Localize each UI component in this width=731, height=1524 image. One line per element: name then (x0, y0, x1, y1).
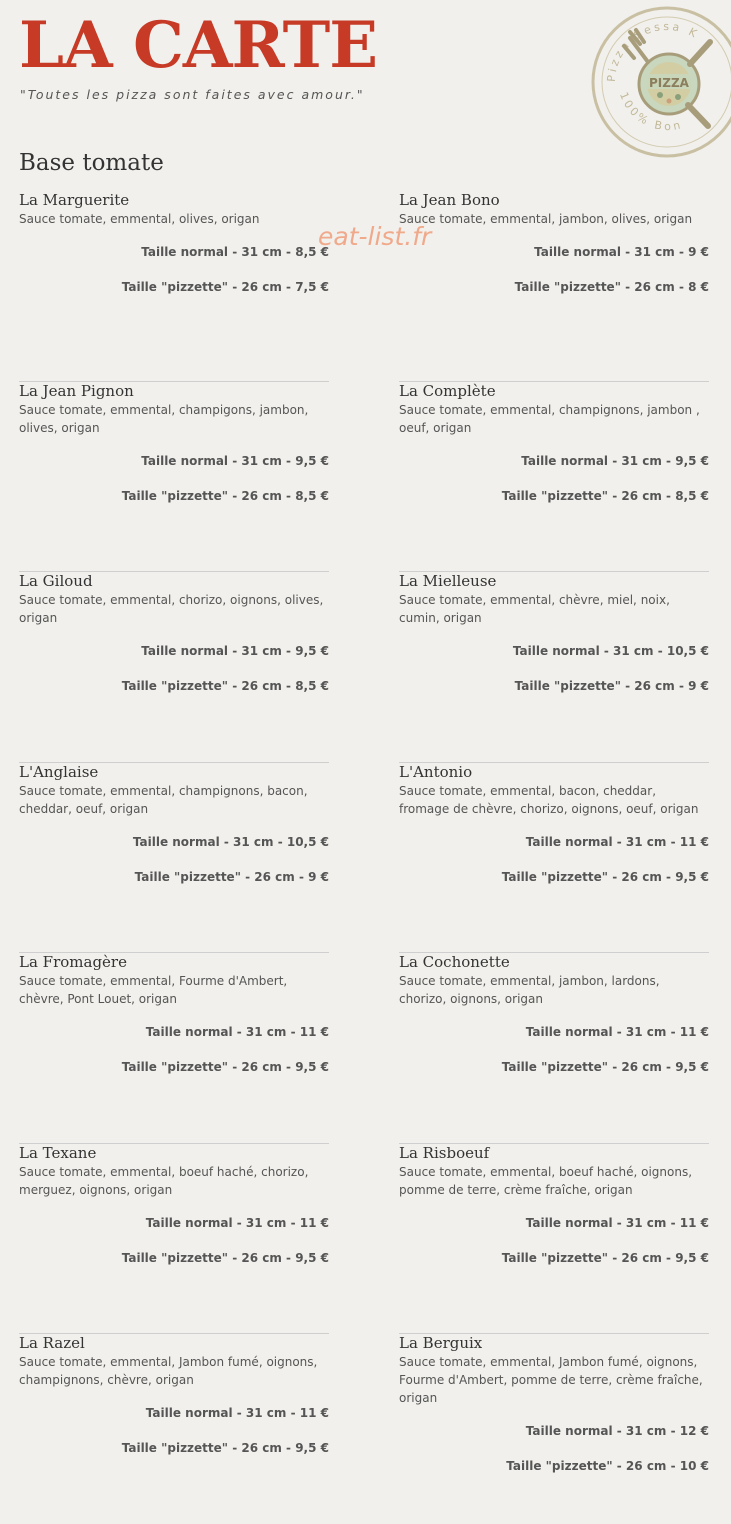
page-title: LA CARTE (19, 8, 377, 83)
price-normal: Taille normal - 31 cm - 11 € (145, 1215, 329, 1230)
menu-item (399, 190, 709, 382)
price-normal: Taille normal - 31 cm - 12 € (525, 1424, 709, 1438)
pizza-description: Sauce tomate, emmental, boeuf haché, oignons, pomme de terre, crème fraîche, origan (399, 1164, 693, 1197)
menu-item (399, 381, 709, 573)
price-pizzette: Taille "pizzette" - 26 cm - 9 € (134, 869, 329, 884)
pizza-name: La Fromagère (19, 953, 127, 971)
pizza-name: L'Antonio (399, 762, 473, 781)
price-normal: Taille normal - 31 cm - 11 € (145, 1406, 329, 1420)
menu-item (19, 1333, 329, 1524)
menu-item (399, 762, 709, 954)
pizza-description: Sauce tomate, emmental, Fourme d'Ambert, chèvre, Pont Louet, origan (19, 974, 288, 1006)
pizza-name: La Risboeuf (399, 1143, 490, 1162)
price-pizzette: Taille "pizzette" - 26 cm - 9,5 € (121, 1441, 329, 1455)
menu-item (19, 762, 329, 954)
price-normal: Taille normal - 31 cm - 11 € (525, 1025, 709, 1039)
pizza-name: La Berguix (399, 1334, 483, 1352)
menu-row (19, 762, 709, 953)
price-pizzette: Taille "pizzette" - 26 cm - 8,5 € (501, 488, 709, 503)
page-subtitle: "Toutes les pizza sont faites avec amour." (20, 87, 365, 102)
pizza-name: La Mielleuse (399, 572, 497, 590)
menu-row (19, 1333, 709, 1524)
pizza-description: Sauce tomate, emmental, champignons, bacon, cheddar, oeuf, origan (19, 783, 308, 816)
price-pizzette: Taille "pizzette" - 26 cm - 7,5 € (121, 280, 329, 294)
pizza-name: La Razel (19, 1334, 85, 1352)
price-pizzette: Taille "pizzette" - 26 cm - 8,5 € (121, 488, 329, 503)
pizza-description: Sauce tomate, emmental, Jambon fumé, oignons, Fourme d'Ambert, pomme de terre, crème fraîche, origan (399, 1355, 703, 1405)
price-pizzette: Taille "pizzette" - 26 cm - 9 € (514, 679, 709, 693)
price-pizzette: Taille "pizzette" - 26 cm - 9,5 € (501, 1060, 709, 1074)
pizza-description: Sauce tomate, emmental, bacon, cheddar, fromage de chèvre, chorizo, oignons, oeuf, origan (399, 783, 699, 816)
stamp-bottom-text: 100% Bon (616, 90, 685, 134)
price-pizzette: Taille "pizzette" - 26 cm - 9,5 € (501, 1250, 709, 1265)
price-normal: Taille normal - 31 cm - 9,5 € (141, 453, 329, 468)
pizza-name: La Jean Pignon (19, 381, 134, 400)
price-pizzette: Taille "pizzette" - 26 cm - 9,5 € (121, 1250, 329, 1265)
menu-item (399, 1333, 709, 1524)
pizza-name: La Jean Bono (399, 191, 500, 209)
pizza-description: Sauce tomate, emmental, chèvre, miel, noix, cumin, origan (399, 593, 670, 625)
pizza-description: Sauce tomate, emmental, jambon, olives, origan (399, 212, 693, 226)
menu-item (399, 1143, 709, 1335)
pizza-description: Sauce tomate, emmental, Jambon fumé, oignons, champignons, chèvre, origan (19, 1355, 318, 1387)
menu-item (19, 1143, 329, 1335)
pizza-name: La Cochonette (399, 953, 510, 971)
menu-item (19, 190, 329, 382)
price-pizzette: Taille "pizzette" - 26 cm - 10 € (506, 1459, 709, 1473)
menu-grid (19, 190, 709, 1524)
menu-row (19, 952, 709, 1143)
price-normal: Taille normal - 31 cm - 11 € (145, 1025, 329, 1039)
pizza-name: La Complète (399, 381, 496, 400)
pizza-description: Sauce tomate, emmental, olives, origan (19, 212, 260, 226)
pizza-name: La Giloud (19, 572, 93, 590)
menu-item (19, 381, 329, 573)
pizza-name: La Texane (19, 1143, 97, 1162)
price-normal: Taille normal - 31 cm - 8,5 € (141, 245, 329, 259)
pizza-description: Sauce tomate, emmental, champignons, jambon , oeuf, origan (399, 402, 700, 435)
price-normal: Taille normal - 31 cm - 10,5 € (512, 644, 709, 658)
stamp-center-text: PIZZA (649, 76, 689, 90)
pizza-name: La Marguerite (19, 191, 130, 209)
menu-row (19, 190, 709, 381)
menu-item (19, 952, 329, 1144)
section-title: Base tomate (19, 150, 164, 176)
price-normal: Taille normal - 31 cm - 9 € (534, 245, 709, 259)
price-normal: Taille normal - 31 cm - 11 € (525, 834, 709, 849)
menu-row (19, 1143, 709, 1334)
price-pizzette: Taille "pizzette" - 26 cm - 9,5 € (501, 869, 709, 884)
price-pizzette: Taille "pizzette" - 26 cm - 8 € (514, 280, 709, 294)
pizza-description: Sauce tomate, emmental, jambon, lardons, chorizo, oignons, origan (399, 974, 660, 1006)
price-normal: Taille normal - 31 cm - 9,5 € (141, 644, 329, 658)
pizza-name: L'Anglaise (19, 762, 99, 781)
pizza-stamp-logo (590, 2, 731, 162)
price-normal: Taille normal - 31 cm - 9,5 € (521, 453, 709, 468)
menu-item (399, 571, 709, 763)
price-pizzette: Taille "pizzette" - 26 cm - 9,5 € (121, 1060, 329, 1074)
pizza-description: Sauce tomate, emmental, boeuf haché, chorizo, merguez, oignons, origan (19, 1164, 309, 1197)
price-normal: Taille normal - 31 cm - 11 € (525, 1215, 709, 1230)
stamp-top-text: Pizza Sessa K (604, 19, 702, 83)
menu-item (19, 571, 329, 763)
price-pizzette: Taille "pizzette" - 26 cm - 8,5 € (121, 679, 329, 693)
pizza-description: Sauce tomate, emmental, chorizo, oignons, olives, origan (19, 593, 324, 625)
price-normal: Taille normal - 31 cm - 10,5 € (132, 834, 329, 849)
pizza-description: Sauce tomate, emmental, champigons, jambon, olives, origan (19, 402, 309, 435)
menu-row (19, 381, 709, 572)
menu-item (399, 952, 709, 1144)
watermark-text: eat-list.fr (318, 222, 432, 251)
menu-row (19, 571, 709, 762)
